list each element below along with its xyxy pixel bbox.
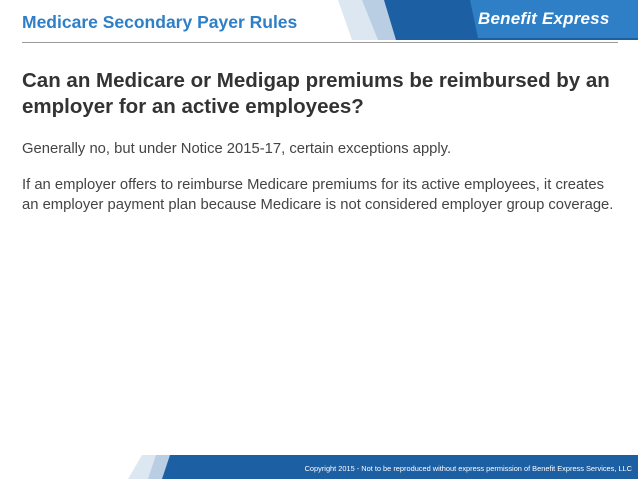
answer-text: Generally no, but under Notice 2015-17, certain exceptions apply. — [22, 141, 452, 157]
header-divider — [22, 42, 618, 43]
benefit-express-logo: Benefit Express — [478, 9, 610, 28]
copyright-notice: Copyright 2015 - Not to be reproduced without express permission of Benefit Express Services, LLC — [304, 464, 632, 473]
explanation-text: If an employer offers to reimburse Medicare premiums for its active employees, it creates an employer payment plan because Medicare is not considered employer group coverage. — [22, 177, 614, 213]
question-heading: Can an Medicare or Medigap premiums be reimbursed by an employer for an active employees? — [22, 69, 610, 118]
page-title: Medicare Secondary Payer Rules — [22, 12, 298, 32]
